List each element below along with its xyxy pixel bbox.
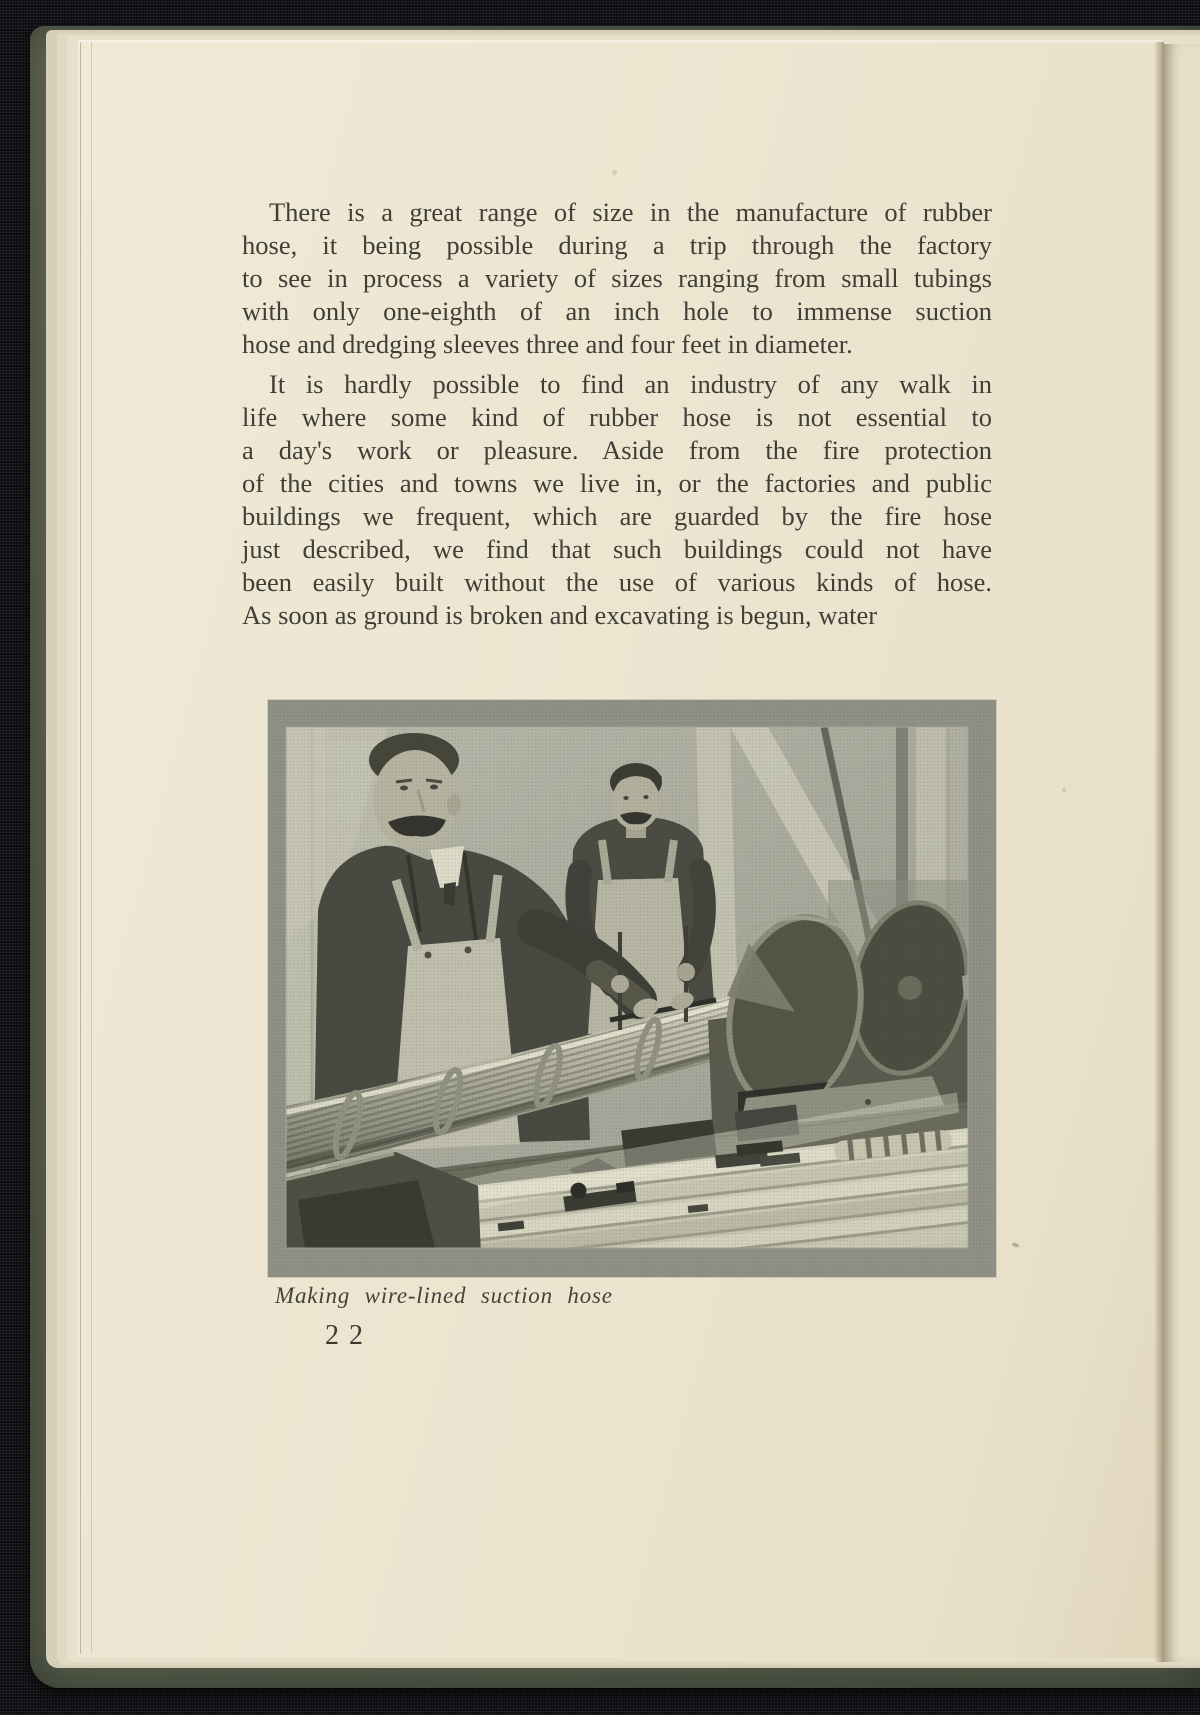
body-line: It is hardly possible to find an industry of any walk in <box>269 369 992 399</box>
halftone-photo-art <box>268 700 996 1277</box>
facing-page-sliver <box>1164 44 1200 1662</box>
body-line: life where some kind of rubber hose is not essential to <box>242 402 992 432</box>
body-line: been easily built without the use of various kinds of hose. <box>242 567 992 597</box>
halftone-texture <box>268 700 996 1277</box>
body-text <box>242 196 992 632</box>
body-line: hose and dredging sleeves three and four feet in diameter. <box>242 329 853 359</box>
body-line: buildings we frequent, which are guarded by the fire hose <box>242 501 992 531</box>
body-line: just described, we find that such buildings could not have <box>242 534 992 564</box>
body-line: a day's work or pleasure. Aside from the fire protection <box>242 435 992 465</box>
gutter-crease <box>1154 42 1164 1662</box>
page-number: 22 <box>325 1320 373 1351</box>
paragraph <box>242 196 992 361</box>
photo-caption: Making wire-lined suction hose <box>275 1283 613 1308</box>
body-line: of the cities and towns we live in, or the factories and public <box>242 468 992 498</box>
body-line: hose, it being possible during a trip through the factory <box>242 230 992 260</box>
paragraph <box>242 368 992 632</box>
illustration-photo <box>268 700 996 1277</box>
page-edge-line <box>80 42 81 1654</box>
body-line: with only one-eighth of an inch hole to immense suction <box>242 296 992 326</box>
paper-speck <box>612 170 617 175</box>
body-line: to see in process a variety of sizes ranging from small tubings <box>242 263 992 293</box>
page-edge-line <box>91 42 92 1652</box>
body-line: There is a great range of size in the manufacture of rubber <box>269 197 992 227</box>
paper-speck <box>1062 788 1066 792</box>
body-line: As soon as ground is broken and excavating is begun, water <box>242 600 878 630</box>
